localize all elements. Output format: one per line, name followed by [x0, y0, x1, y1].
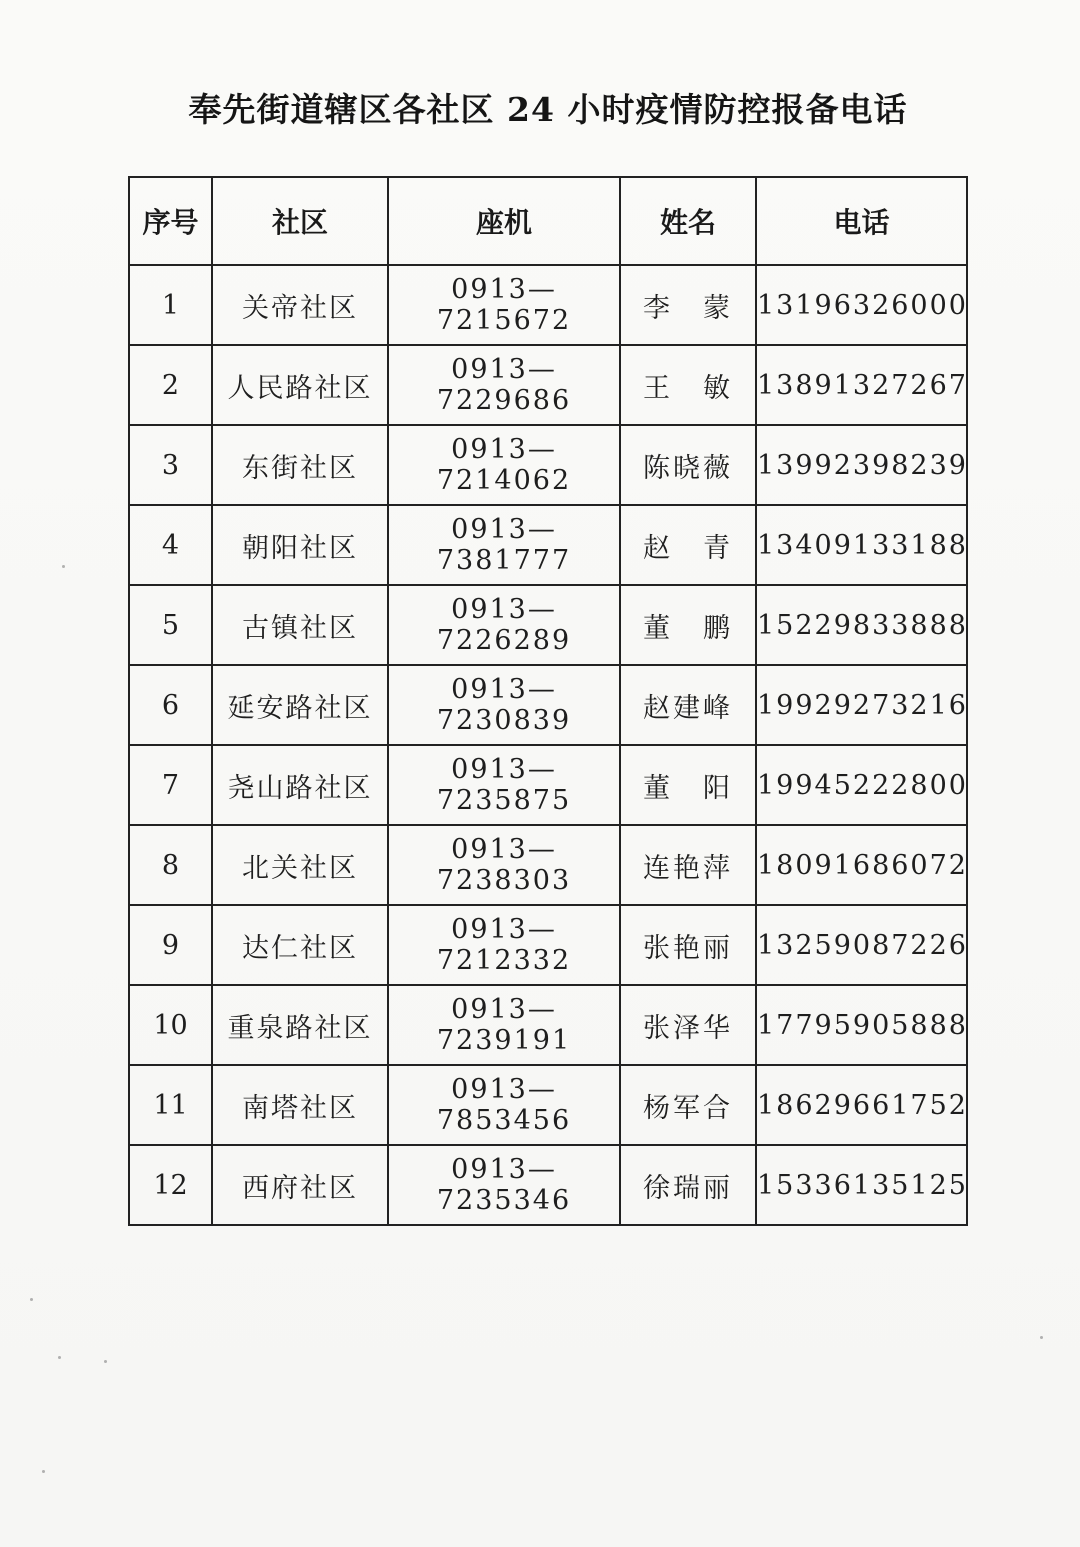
row-number: 11: [129, 1065, 212, 1145]
row-mobile-phone: 17795905888: [756, 985, 967, 1065]
table-row: [129, 985, 967, 1065]
row-community: 关帝社区: [212, 265, 388, 345]
header-landline: 座机: [388, 177, 620, 265]
row-contact-name: 张泽华: [620, 985, 756, 1065]
row-mobile-phone: 13259087226: [756, 905, 967, 985]
table-row: [129, 345, 967, 425]
row-mobile-phone: 15336135125: [756, 1145, 967, 1225]
row-contact-name: 董 阳: [620, 745, 756, 825]
row-landline: 0913—7235875: [388, 745, 620, 825]
contact-table: [128, 176, 968, 1226]
row-community: 达仁社区: [212, 905, 388, 985]
table-row: [129, 425, 967, 505]
table-row: [129, 505, 967, 585]
row-contact-name: 陈晓薇: [620, 425, 756, 505]
table-row: [129, 1065, 967, 1145]
table-row: [129, 745, 967, 825]
row-number: 5: [129, 585, 212, 665]
header-community: 社区: [212, 177, 388, 265]
row-community: 尧山路社区: [212, 745, 388, 825]
row-contact-name: 连艳萍: [620, 825, 756, 905]
row-mobile-phone: 19929273216: [756, 665, 967, 745]
row-mobile-phone: 18629661752: [756, 1065, 967, 1145]
table-row: [129, 265, 967, 345]
header-phone: 电话: [756, 177, 967, 265]
row-landline: 0913—7229686: [388, 345, 620, 425]
row-landline: 0913—7853456: [388, 1065, 620, 1145]
row-community: 重泉路社区: [212, 985, 388, 1065]
row-landline: 0913—7235346: [388, 1145, 620, 1225]
row-contact-name: 杨军合: [620, 1065, 756, 1145]
row-landline: 0913—7215672: [388, 265, 620, 345]
row-number: 9: [129, 905, 212, 985]
row-landline: 0913—7212332: [388, 905, 620, 985]
row-number: 7: [129, 745, 212, 825]
scan-speck: [42, 1470, 45, 1473]
scan-speck: [104, 1360, 107, 1363]
scan-speck: [62, 565, 65, 568]
row-community: 南塔社区: [212, 1065, 388, 1145]
table-header-row: [129, 177, 967, 265]
row-number: 3: [129, 425, 212, 505]
row-community: 人民路社区: [212, 345, 388, 425]
row-mobile-phone: 13992398239: [756, 425, 967, 505]
document-title: 奉先街道辖区各社区 24 小时疫情防控报备电话: [188, 90, 908, 129]
row-contact-name: 王 敏: [620, 345, 756, 425]
row-number: 12: [129, 1145, 212, 1225]
row-community: 北关社区: [212, 825, 388, 905]
row-mobile-phone: 15229833888: [756, 585, 967, 665]
header-name: 姓名: [620, 177, 756, 265]
row-landline: 0913—7238303: [388, 825, 620, 905]
row-community: 东街社区: [212, 425, 388, 505]
row-landline: 0913—7214062: [388, 425, 620, 505]
row-contact-name: 赵 青: [620, 505, 756, 585]
row-mobile-phone: 18091686072: [756, 825, 967, 905]
row-mobile-phone: 13891327267: [756, 345, 967, 425]
row-landline: 0913—7226289: [388, 585, 620, 665]
row-community: 朝阳社区: [212, 505, 388, 585]
row-contact-name: 张艳丽: [620, 905, 756, 985]
row-number: 6: [129, 665, 212, 745]
scan-speck: [58, 1356, 61, 1359]
row-landline: 0913—7239191: [388, 985, 620, 1065]
table-row: [129, 1145, 967, 1225]
scan-speck: [1040, 1336, 1043, 1339]
header-serial-number: 序号: [129, 177, 212, 265]
row-community: 延安路社区: [212, 665, 388, 745]
row-number: 4: [129, 505, 212, 585]
row-contact-name: 李 蒙: [620, 265, 756, 345]
row-number: 10: [129, 985, 212, 1065]
row-landline: 0913—7381777: [388, 505, 620, 585]
row-number: 2: [129, 345, 212, 425]
row-contact-name: 赵建峰: [620, 665, 756, 745]
row-contact-name: 董 鹏: [620, 585, 756, 665]
row-contact-name: 徐瑞丽: [620, 1145, 756, 1225]
row-number: 1: [129, 265, 212, 345]
row-number: 8: [129, 825, 212, 905]
table-row: [129, 665, 967, 745]
row-mobile-phone: 13196326000: [756, 265, 967, 345]
scan-speck: [30, 1298, 33, 1301]
table-row: [129, 905, 967, 985]
row-community: 西府社区: [212, 1145, 388, 1225]
row-mobile-phone: 13409133188: [756, 505, 967, 585]
table-row: [129, 585, 967, 665]
row-mobile-phone: 19945222800: [756, 745, 967, 825]
row-landline: 0913—7230839: [388, 665, 620, 745]
row-community: 古镇社区: [212, 585, 388, 665]
table-row: [129, 825, 967, 905]
